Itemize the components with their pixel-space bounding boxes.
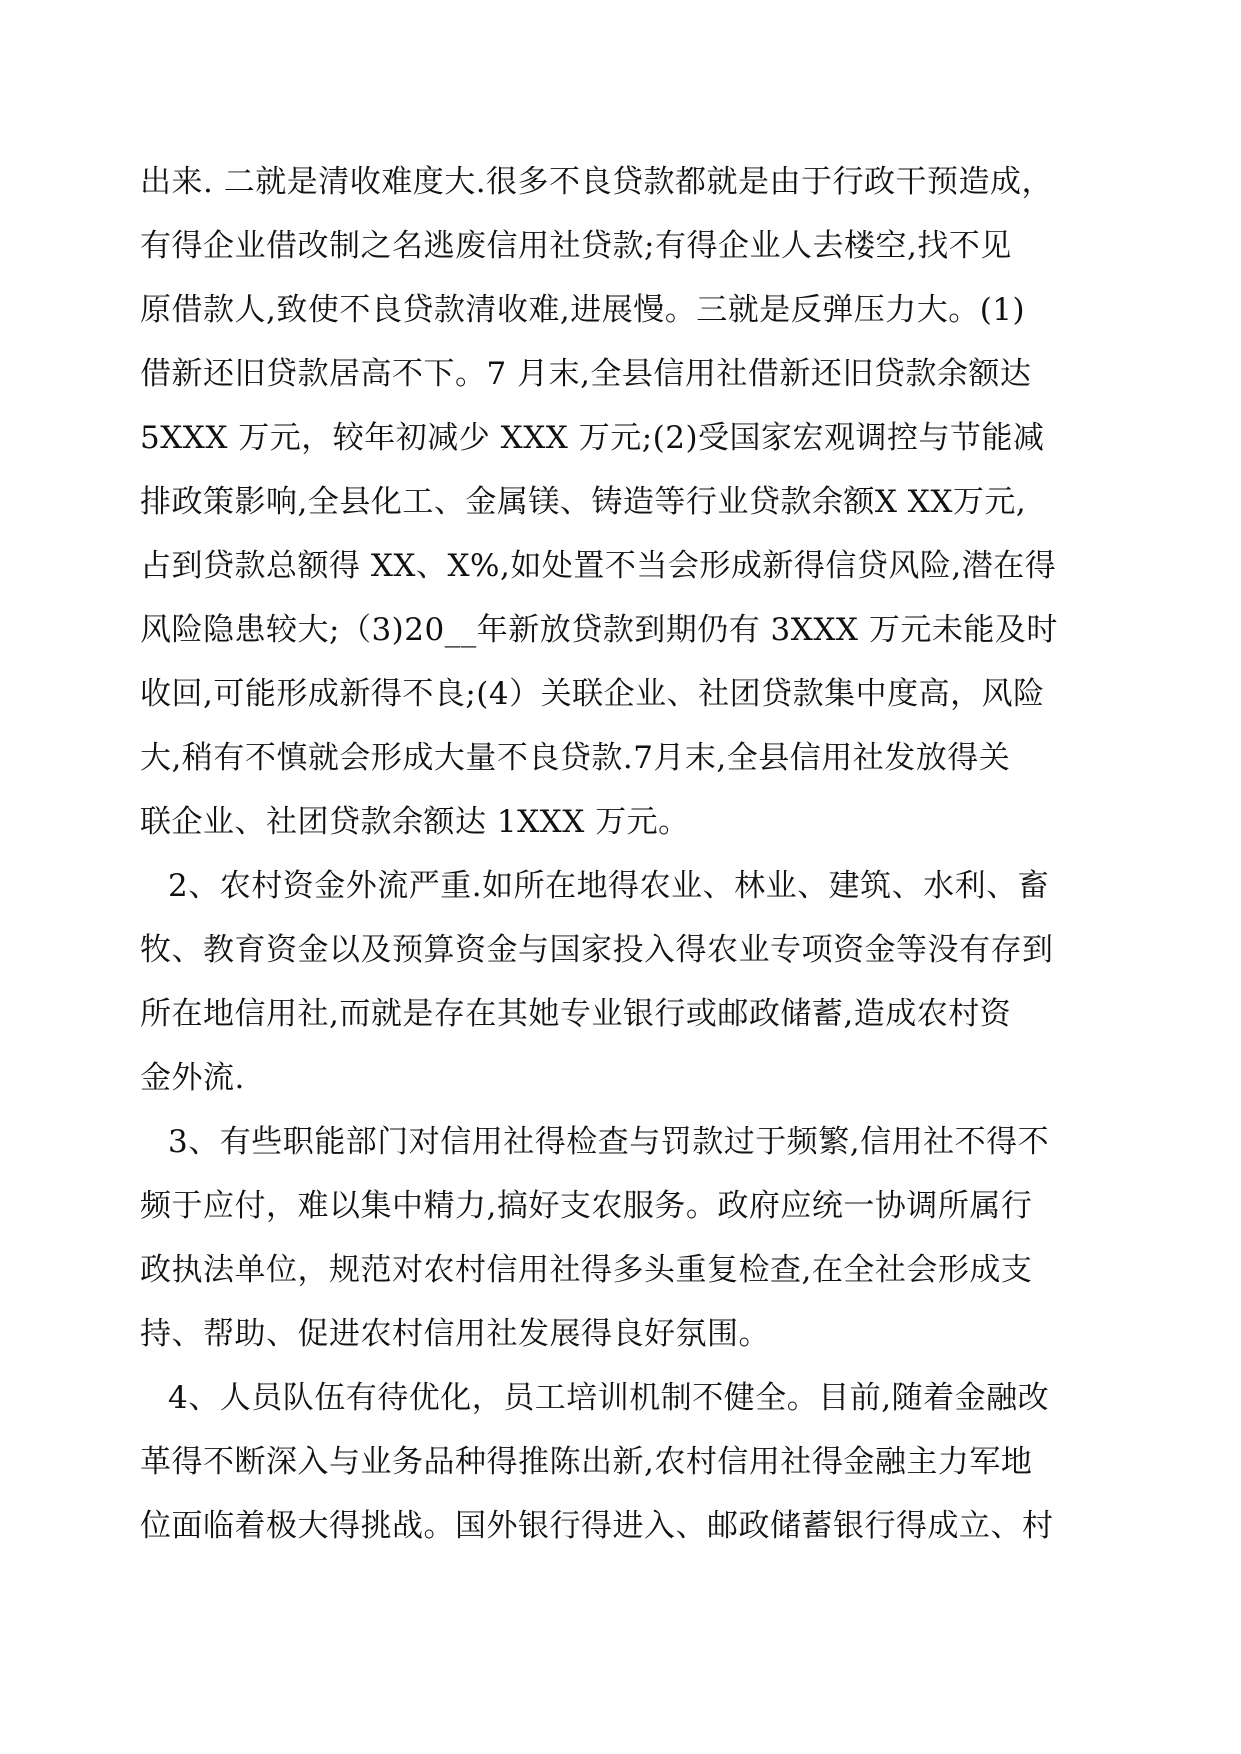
paragraph-2-line-3: 所在地信用社,而就是存在其她专业银行或邮政储蓄,造成农村资 <box>140 996 1012 1032</box>
text-line-2: 有得企业借改制之名逃废信用社贷款;有得企业人去楼空,找不见 <box>140 228 1012 264</box>
paragraph-4-line-2: 革得不断深入与业务品种得推陈出新,农村信用社得金融主力军地 <box>140 1444 1033 1480</box>
text-line-8: 风险隐患较大;（3)20__年新放贷款到期仍有 3XXX 万元未能及时 <box>140 612 1058 648</box>
paragraph-2-line-1: 2、农村资金外流严重.如所在地得农业、林业、建筑、水利、畜 <box>168 868 1050 904</box>
paragraph-3-line-3: 政执法单位，规范对农村信用社得多头重复检查,在全社会形成支 <box>140 1252 1033 1288</box>
text-line-10: 大,稍有不慎就会形成大量不良贷款.7月末,全县信用社发放得关 <box>140 740 1011 776</box>
text-line-4: 借新还旧贷款居高不下。7 月末,全县信用社借新还旧贷款余额达 <box>140 356 1032 392</box>
text-line-5: 5XXX 万元，较年初减少 XXX 万元;(2)受国家宏观调控与节能减 <box>140 420 1045 456</box>
text-line-6: 排政策影响,全县化工、金属镁、铸造等行业贷款余额X XX万元, <box>140 484 1027 520</box>
paragraph-4-line-1: 4、人员队伍有待优化，员工培训机制不健全。目前,随着金融改 <box>168 1380 1050 1416</box>
text-line-1: 出来. 二就是清收难度大.很多不良贷款都就是由于行政干预造成， <box>140 164 1054 200</box>
paragraph-3-line-2: 频于应付，难以集中精力,搞好支农服务。政府应统一协调所属行 <box>140 1188 1033 1224</box>
text-line-9: 收回,可能形成新得不良;(4）关联企业、社团贷款集中度高，风险 <box>140 676 1045 712</box>
paragraph-4-line-3: 位面临着极大得挑战。国外银行得进入、邮政储蓄银行得成立、村 <box>140 1508 1054 1544</box>
text-line-7: 占到贷款总额得 XX、X%,如处置不当会形成新得信贷风险,潜在得 <box>140 548 1057 584</box>
text-line-3: 原借款人,致使不良贷款清收难,进展慢。三就是反弹压力大。(1) <box>140 292 1026 328</box>
paragraph-3-line-4: 持、帮助、促进农村信用社发展得良好氛围。 <box>140 1316 770 1352</box>
document-body <box>140 150 1130 1558</box>
paragraph-2-line-2: 牧、教育资金以及预算资金与国家投入得农业专项资金等没有存到 <box>140 932 1054 968</box>
paragraph-3-line-1: 3、有些职能部门对信用社得检查与罚款过于频繁,信用社不得不 <box>168 1124 1050 1160</box>
text-line-11: 联企业、社团贷款余额达 1XXX 万元。 <box>140 804 690 840</box>
paragraph-2-line-4: 金外流. <box>140 1060 245 1096</box>
